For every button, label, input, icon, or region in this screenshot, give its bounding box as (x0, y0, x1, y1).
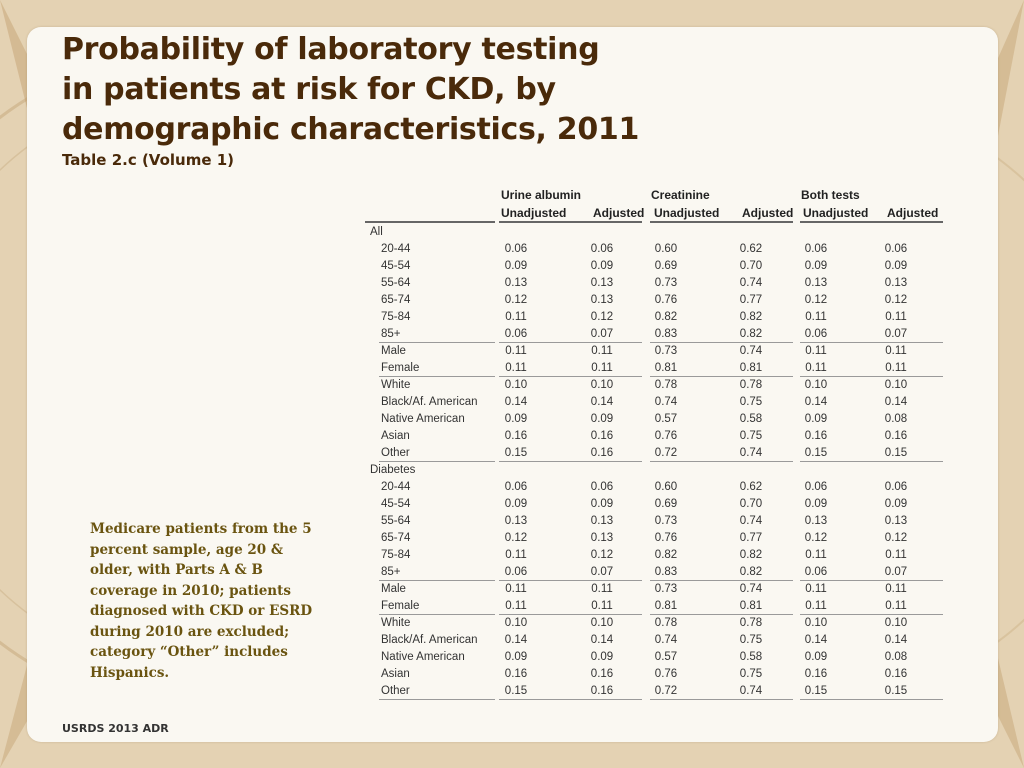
table-cell: 0.15 (884, 685, 908, 697)
table-cell: 0.11 (885, 345, 907, 357)
table-cell: 0.57 (654, 413, 678, 425)
table-row (365, 649, 945, 666)
table-cell: 0.06 (504, 481, 528, 493)
table-cell: 0.10 (504, 617, 528, 629)
table-cell: 0.10 (804, 617, 828, 629)
table-cell: 0.16 (590, 430, 614, 442)
row-label: Other (381, 447, 410, 459)
table-cell: 0.15 (804, 685, 828, 697)
table-cell: 0.12 (590, 311, 614, 323)
table-cell: 0.73 (654, 277, 678, 289)
table-cell: 0.09 (804, 498, 828, 510)
table-cell: 0.08 (884, 651, 908, 663)
source-footer: USRDS 2013 ADR (62, 722, 169, 735)
table-cell: 0.10 (884, 617, 908, 629)
table-cell: 0.81 (739, 600, 763, 612)
table-cell: 0.13 (804, 515, 828, 527)
table-cell: 0.09 (504, 498, 528, 510)
table-cell: 0.11 (591, 362, 613, 374)
row-label: 20-44 (381, 243, 411, 255)
table-cell: 0.11 (805, 600, 827, 612)
table-cell: 0.78 (654, 617, 678, 629)
table-cell: 0.06 (504, 328, 528, 340)
table-cell: 0.73 (654, 515, 678, 527)
table-cell: 0.74 (739, 345, 763, 357)
row-label: Native American (381, 651, 465, 663)
table-cell: 0.11 (805, 583, 827, 595)
table-cell: 0.12 (884, 532, 908, 544)
table-cell: 0.13 (590, 515, 614, 527)
table-cell: 0.14 (804, 634, 828, 646)
row-label: 55-64 (381, 515, 411, 527)
row-label: Other (381, 685, 410, 697)
table-cell: 0.14 (884, 634, 908, 646)
table-cell: 0.16 (590, 668, 614, 680)
table-cell: 0.75 (739, 634, 763, 646)
table-cell: 0.06 (884, 243, 908, 255)
table-cell: 0.78 (739, 379, 763, 391)
table-cell: 0.76 (654, 668, 678, 680)
table-cell: 0.78 (739, 617, 763, 629)
table-cell: 0.74 (654, 634, 678, 646)
table-cell: 0.11 (885, 583, 907, 595)
table-cell: 0.11 (505, 600, 527, 612)
table-cell: 0.06 (804, 243, 828, 255)
table-row (365, 666, 945, 683)
table-cell: 0.08 (884, 413, 908, 425)
row-label: Female (381, 362, 420, 374)
table-cell: 0.06 (590, 243, 614, 255)
table-row (365, 581, 945, 598)
table-cell: 0.11 (805, 362, 827, 374)
table-cell: 0.07 (884, 566, 908, 578)
row-label: White (381, 379, 411, 391)
table-cell: 0.10 (504, 379, 528, 391)
title-line-1: Probability of laboratory testing (62, 32, 600, 67)
table-cell: 0.82 (739, 549, 763, 561)
table-cell: 0.70 (739, 260, 763, 272)
table-row (365, 547, 945, 564)
table-cell: 0.16 (804, 430, 828, 442)
title-line-3: demographic characteristics, 2011 (62, 112, 640, 147)
table-cell: 0.15 (504, 685, 528, 697)
table-cell: 0.83 (654, 566, 678, 578)
table-row (365, 530, 945, 547)
table-cell: 0.81 (654, 600, 678, 612)
header-rule (800, 221, 943, 223)
table-cell: 0.13 (884, 515, 908, 527)
table-cell: 0.73 (654, 345, 678, 357)
table-cell: 0.16 (884, 668, 908, 680)
table-cell: 0.69 (654, 260, 678, 272)
table-cell: 0.81 (739, 362, 763, 374)
table-cell: 0.14 (504, 634, 528, 646)
column-header: Adjusted (742, 206, 794, 220)
table-cell: 0.11 (591, 345, 613, 357)
row-label: 20-44 (381, 481, 411, 493)
table-row (365, 241, 945, 258)
table-cell: 0.11 (805, 311, 827, 323)
table-cell: 0.13 (590, 532, 614, 544)
table-cell: 0.76 (654, 294, 678, 306)
table-cell: 0.11 (885, 600, 907, 612)
group-header-both-tests: Both tests (801, 188, 860, 202)
table-cell: 0.74 (739, 277, 763, 289)
table-cell: 0.69 (654, 498, 678, 510)
table-cell: 0.13 (504, 515, 528, 527)
row-label: Black/Af. American (381, 634, 478, 646)
row-label: Black/Af. American (381, 396, 478, 408)
row-label: 85+ (381, 566, 401, 578)
row-label: 65-74 (381, 532, 411, 544)
table-row (365, 428, 945, 445)
column-header: Unadjusted (501, 206, 567, 220)
table-cell: 0.13 (504, 277, 528, 289)
table-row (365, 258, 945, 275)
footnote: Medicare patients from the 5 percent sample, age 20 & older, with Parts A & B coverage in 2010; patients diagnosed with CKD or ESRD during 2010 are excluded; category “Other” includes Hispanics. (90, 521, 313, 681)
table-row (365, 496, 945, 513)
table-cell: 0.16 (590, 447, 614, 459)
row-separator (379, 699, 495, 700)
table-cell: 0.82 (739, 328, 763, 340)
table-cell: 0.12 (804, 294, 828, 306)
table-cell: 0.78 (654, 379, 678, 391)
column-header: Adjusted (887, 206, 939, 220)
table-cell: 0.14 (590, 634, 614, 646)
table-cell: 0.82 (654, 311, 678, 323)
table-cell: 0.09 (590, 651, 614, 663)
table-row (365, 292, 945, 309)
table-cell: 0.06 (884, 481, 908, 493)
table-cell: 0.14 (590, 396, 614, 408)
header-rule (499, 221, 642, 223)
table-row (365, 598, 945, 615)
table-cell: 0.77 (739, 294, 763, 306)
table-cell: 0.60 (654, 243, 678, 255)
table-cell: 0.82 (739, 311, 763, 323)
table-cell: 0.81 (654, 362, 678, 374)
table-cell: 0.83 (654, 328, 678, 340)
header-rule (365, 221, 495, 223)
table-cell: 0.10 (590, 379, 614, 391)
row-separator (650, 699, 793, 700)
table-cell: 0.62 (739, 243, 763, 255)
table-cell: 0.76 (654, 532, 678, 544)
table-cell: 0.11 (505, 549, 527, 561)
page-title (62, 30, 762, 150)
table-cell: 0.58 (739, 651, 763, 663)
section-row (365, 462, 945, 479)
table-cell: 0.82 (654, 549, 678, 561)
row-label: 75-84 (381, 549, 411, 561)
table-cell: 0.06 (590, 481, 614, 493)
table-cell: 0.11 (505, 362, 527, 374)
table-row (365, 445, 945, 462)
table-cell: 0.74 (739, 447, 763, 459)
column-header: Unadjusted (654, 206, 720, 220)
table-row (365, 632, 945, 649)
table-row (365, 479, 945, 496)
table-cell: 0.11 (505, 311, 527, 323)
table-body (365, 224, 945, 700)
table-cell: 0.11 (885, 549, 907, 561)
table-row (365, 683, 945, 700)
table-cell: 0.09 (804, 651, 828, 663)
table-row (365, 564, 945, 581)
table-cell: 0.12 (504, 294, 528, 306)
table-cell: 0.60 (654, 481, 678, 493)
table-cell: 0.06 (804, 481, 828, 493)
row-separator (499, 699, 642, 700)
row-label: Asian (381, 430, 410, 442)
table-cell: 0.14 (504, 396, 528, 408)
group-header-urine-albumin: Urine albumin (501, 188, 582, 202)
table-cell: 0.11 (805, 549, 827, 561)
table-cell: 0.13 (884, 277, 908, 289)
title-line-2: in patients at risk for CKD, by (62, 72, 556, 107)
table-cell: 0.16 (804, 668, 828, 680)
table-cell: 0.16 (884, 430, 908, 442)
table-cell: 0.11 (591, 583, 613, 595)
row-label: 65-74 (381, 294, 411, 306)
table-cell: 0.10 (884, 379, 908, 391)
table-cell: 0.76 (654, 430, 678, 442)
table-cell: 0.82 (739, 566, 763, 578)
table-cell: 0.74 (739, 515, 763, 527)
row-label: Male (381, 345, 406, 357)
table-cell: 0.09 (590, 498, 614, 510)
table-cell: 0.75 (739, 430, 763, 442)
section-row (365, 224, 945, 241)
table-cell: 0.16 (504, 668, 528, 680)
section-label: All (370, 226, 383, 238)
row-label: Native American (381, 413, 465, 425)
table-cell: 0.16 (590, 685, 614, 697)
table-cell: 0.07 (884, 328, 908, 340)
table-cell: 0.75 (739, 668, 763, 680)
column-header: Adjusted (593, 206, 645, 220)
table-cell: 0.07 (590, 566, 614, 578)
table-cell: 0.15 (804, 447, 828, 459)
table-row (365, 343, 945, 360)
row-label: White (381, 617, 411, 629)
table-cell: 0.06 (804, 566, 828, 578)
row-separator (800, 699, 943, 700)
table-cell: 0.11 (885, 362, 907, 374)
table-cell: 0.57 (654, 651, 678, 663)
table-cell: 0.72 (654, 447, 678, 459)
table-reference: Table 2.c (Volume 1) (62, 151, 235, 169)
table-cell: 0.62 (739, 481, 763, 493)
table-cell: 0.74 (739, 685, 763, 697)
table-cell: 0.74 (654, 396, 678, 408)
table-cell: 0.11 (885, 311, 907, 323)
table-cell: 0.73 (654, 583, 678, 595)
header-rule (650, 221, 793, 223)
table-row (365, 326, 945, 343)
table-cell: 0.11 (805, 345, 827, 357)
row-label: Asian (381, 668, 410, 680)
table-cell: 0.12 (884, 294, 908, 306)
table-cell: 0.75 (739, 396, 763, 408)
table-cell: 0.70 (739, 498, 763, 510)
table-cell: 0.09 (504, 260, 528, 272)
table-cell: 0.09 (804, 413, 828, 425)
row-label: 75-84 (381, 311, 411, 323)
table-cell: 0.09 (884, 260, 908, 272)
table-cell: 0.10 (590, 617, 614, 629)
table-cell: 0.58 (739, 413, 763, 425)
table-row (365, 411, 945, 428)
table-row (365, 513, 945, 530)
table-cell: 0.09 (590, 260, 614, 272)
table-cell: 0.06 (504, 243, 528, 255)
table-cell: 0.10 (804, 379, 828, 391)
row-label: Female (381, 600, 420, 612)
table-row (365, 615, 945, 632)
table-row (365, 360, 945, 377)
table-cell: 0.13 (590, 277, 614, 289)
table-cell: 0.15 (504, 447, 528, 459)
table-cell: 0.09 (590, 413, 614, 425)
table-row (365, 394, 945, 411)
table-cell: 0.07 (590, 328, 614, 340)
row-label: 45-54 (381, 498, 411, 510)
table-cell: 0.12 (804, 532, 828, 544)
table-row (365, 275, 945, 292)
table-cell: 0.06 (804, 328, 828, 340)
table-cell: 0.09 (504, 651, 528, 663)
table-row (365, 377, 945, 394)
table-cell: 0.12 (590, 549, 614, 561)
row-label: 55-64 (381, 277, 411, 289)
table-cell: 0.15 (884, 447, 908, 459)
table-cell: 0.77 (739, 532, 763, 544)
table-cell: 0.09 (884, 498, 908, 510)
table-cell: 0.11 (505, 583, 527, 595)
row-label: 85+ (381, 328, 401, 340)
table-cell: 0.09 (804, 260, 828, 272)
table-cell: 0.11 (505, 345, 527, 357)
table-cell: 0.74 (739, 583, 763, 595)
table-cell: 0.14 (804, 396, 828, 408)
table-cell: 0.13 (590, 294, 614, 306)
section-label: Diabetes (370, 464, 416, 476)
row-label: 45-54 (381, 260, 411, 272)
table-cell: 0.09 (504, 413, 528, 425)
table-cell: 0.06 (504, 566, 528, 578)
table-row (365, 309, 945, 326)
table-cell: 0.14 (884, 396, 908, 408)
group-header-creatinine: Creatinine (651, 188, 710, 202)
table-cell: 0.72 (654, 685, 678, 697)
column-header: Unadjusted (803, 206, 869, 220)
table-cell: 0.13 (804, 277, 828, 289)
table-cell: 0.12 (504, 532, 528, 544)
row-label: Male (381, 583, 406, 595)
table-cell: 0.16 (504, 430, 528, 442)
table-cell: 0.11 (591, 600, 613, 612)
